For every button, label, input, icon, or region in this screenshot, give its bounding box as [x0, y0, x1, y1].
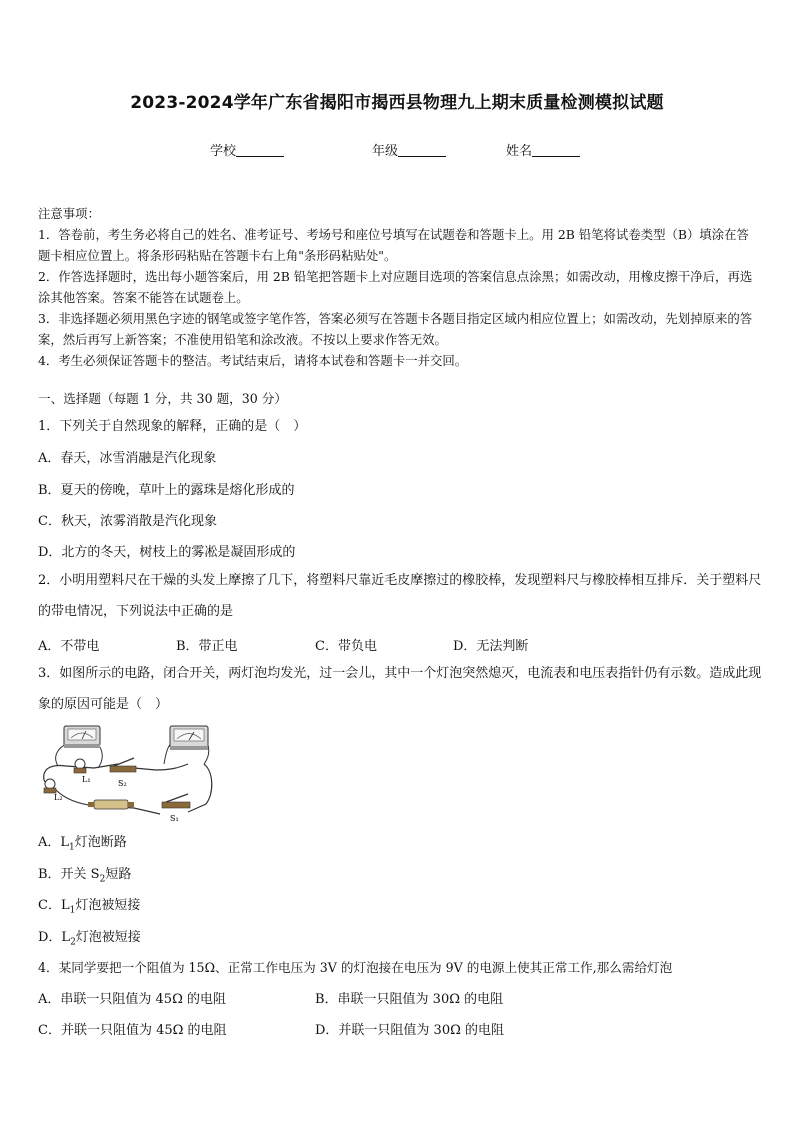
circuit-diagram	[38, 724, 218, 824]
note-item: 4．考生必须保证答题卡的整洁。考试结束后，请将本试卷和答题卡一并交回。	[38, 353, 468, 368]
lamp-l2-icon	[44, 779, 56, 793]
q3-option-a: A．$L_1$灯泡断路	[38, 835, 127, 853]
q3-option-d: D．$L_2$灯泡被短接	[38, 930, 141, 948]
q1-option-c: C．秋天，浓雾消散是汽化现象	[38, 514, 217, 529]
name-field	[506, 140, 580, 159]
note-item: 3．非选择题必须用黑色字迹的钢笔或签字笔作答，答案必须写在答题卡各题目指定区域内相应位置上；如需改动，先划掉原来的答案，然后再写上新答案；不准使用铅笔和涂改液。不按以上要求作答无效。	[38, 311, 753, 347]
q2-option-b: B．带正电	[176, 639, 238, 654]
name-blank	[532, 144, 580, 157]
exam-notes	[38, 203, 758, 371]
grade-label: 年级	[372, 144, 399, 159]
switch-s1-icon	[162, 794, 190, 808]
q3-option-b: B．开关 $S_2$短路	[38, 867, 132, 885]
note-item: 2．作答选择题时，选出每小题答案后，用 2B 铅笔把答题卡上对应题目选项的答案信息点涂黑；如需改动，用橡皮擦干净后，再选涂其他答案。答案不能答在试题卷上。	[38, 269, 753, 305]
voltmeter-icon	[170, 726, 208, 750]
ammeter-icon	[64, 726, 100, 748]
q2-stem: 2．小明用塑料尺在干燥的头发上摩擦了几下，将塑料尺靠近毛皮摩擦过的橡胶棒，发现塑料尺与橡胶棒相互排斥．关于塑料尺的带电情况，下列说法中正确的是	[38, 573, 762, 619]
grade-field	[372, 140, 446, 159]
q3-option-c: C．$L_1$灯泡被短接	[38, 898, 141, 916]
label-l1: L₁	[82, 775, 91, 784]
notes-header: 注意事项：	[38, 206, 100, 221]
school-field	[210, 140, 284, 159]
q3-stem: 3．如图所示的电路，闭合开关，两灯泡均发光，过一会儿，其中一个灯泡突然熄灭，电流表和电压表指针仍有示数。造成此现象的原因可能是（ ）	[38, 666, 762, 712]
grade-blank	[398, 144, 446, 157]
q4-option-d: D．并联一只阻值为 30Ω 的电阻	[315, 1023, 505, 1038]
q4-option-b: B．串联一只阻值为 30Ω 的电阻	[315, 992, 504, 1007]
q1-option-b: B．夏天的傍晚，草叶上的露珠是熔化形成的	[38, 483, 295, 498]
q1-option-d: D．北方的冬天，树枝上的雾凇是凝固形成的	[38, 545, 296, 560]
q4-option-c: C．并联一只阻值为 45Ω 的电阻	[38, 1023, 227, 1038]
section-heading: 一、选择题（每题 1 分，共 30 题，30 分）	[38, 391, 287, 406]
q1-option-a: A．春天，冰雪消融是汽化现象	[38, 451, 217, 466]
label-s1: S₁	[170, 814, 179, 823]
label-s2: S₂	[118, 779, 127, 788]
school-label: 学校	[210, 144, 237, 159]
q4-option-a: A．串联一只阻值为 45Ω 的电阻	[38, 992, 226, 1007]
note-item: 1．答卷前，考生务必将自己的姓名、准考证号、考场号和座位号填写在试题卷和答题卡上。用 2B 铅笔将试卷类型（B）填涂在答题卡相应位置上。将条形码粘贴在答题卡右上角"条形码粘贴处"。	[38, 227, 749, 263]
page-title: 2023-2024学年广东省揭阳市揭西县物理九上期末质量检测模拟试题	[130, 93, 664, 113]
q4-stem: 4．某同学要把一个阻值为 15Ω、正常工作电压为 3V 的灯泡接在电压为 9V 的电源上使其正常工作,那么需给灯泡	[38, 960, 673, 975]
q2-option-d: D．无法判断	[453, 639, 529, 654]
q1-stem: 1．下列关于自然现象的解释，正确的是（ ）	[38, 419, 307, 434]
name-label: 姓名	[506, 144, 533, 159]
battery-icon	[88, 800, 134, 809]
q2-option-a: A．不带电	[38, 639, 100, 654]
q2-option-c: C．带负电	[315, 639, 377, 654]
label-l2: L₂	[54, 793, 63, 802]
lamp-l1-icon	[74, 759, 86, 773]
school-blank	[236, 144, 284, 157]
